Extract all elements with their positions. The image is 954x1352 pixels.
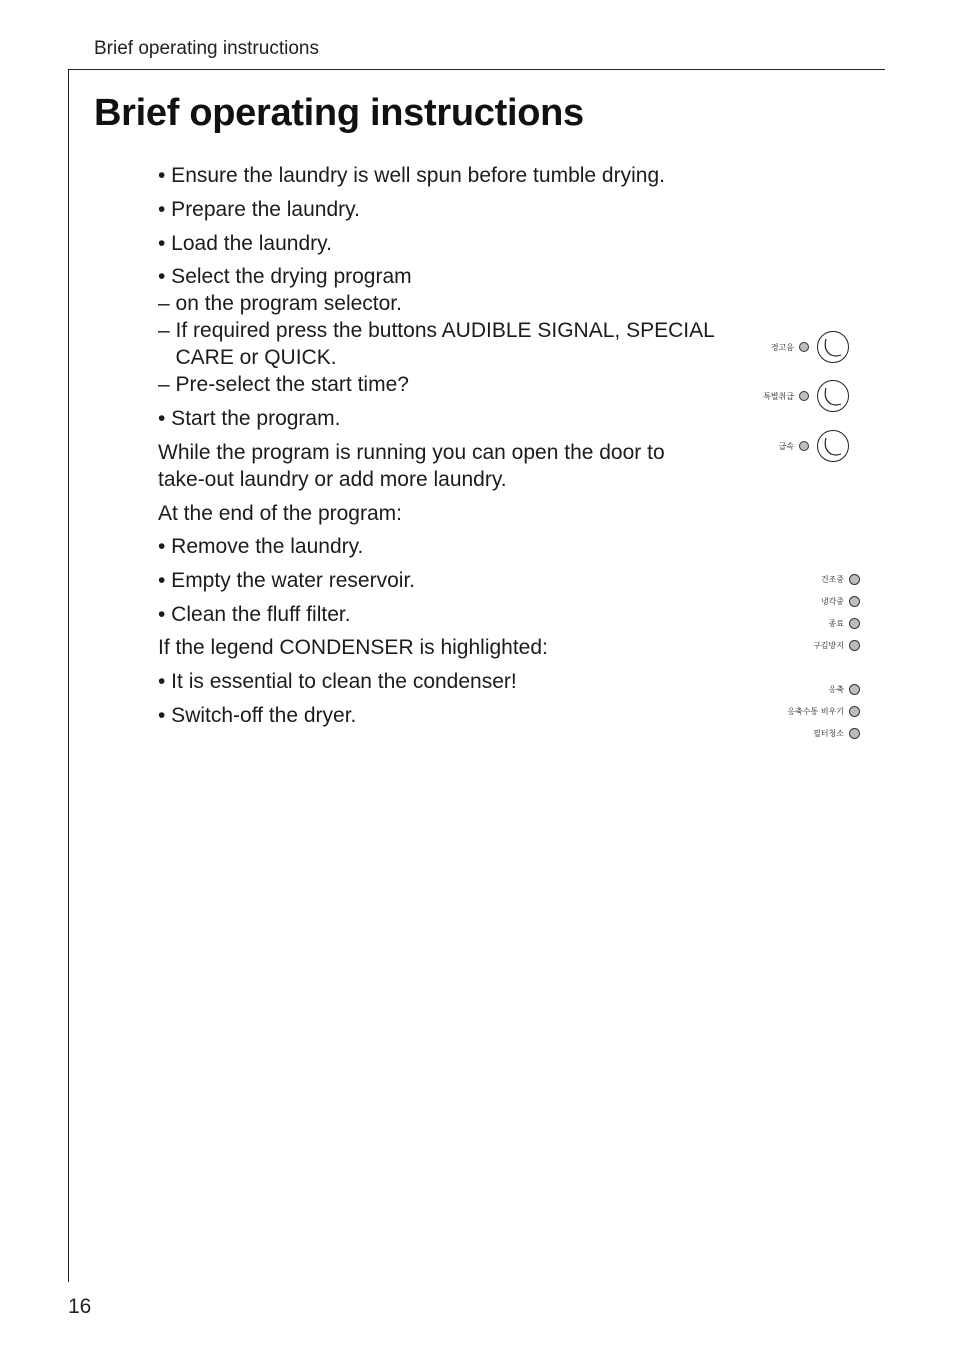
list-item: • Empty the water reservoir. (158, 569, 416, 592)
indicator-label: 응축 (828, 684, 844, 694)
indicator-label: 건조중 (820, 574, 844, 584)
paragraph-line: If the legend CONDENSER is highlighted: (158, 636, 548, 659)
indicator-label: 응축수통 비우기 (787, 706, 844, 716)
list-item: • Load the laundry. (158, 232, 332, 255)
led-icon (799, 342, 809, 352)
page-title: Brief operating instructions (94, 92, 584, 134)
page-number: 16 (68, 1295, 92, 1318)
indicator-label: 냉각중 (820, 596, 844, 606)
indicator-led-icon (849, 640, 860, 651)
button-label: 급속 (778, 441, 794, 451)
list-item: • It is essential to clean the condenser! (158, 670, 517, 693)
round-push-button-icon (817, 430, 849, 462)
indicator-row (750, 682, 860, 696)
list-item: • Clean the fluff filter. (158, 603, 351, 626)
paragraph-line: While the program is running you can open the door to (158, 441, 665, 464)
margin-rule (68, 69, 69, 1282)
button-label: 경고음 (770, 342, 794, 352)
indicator-label: 구김방지 (813, 640, 844, 650)
indicator-label: 필터청소 (813, 728, 844, 738)
option-button-row (730, 379, 849, 413)
indicator-row (750, 572, 860, 586)
indicator-row (750, 704, 860, 718)
indicator-led-icon (849, 728, 860, 739)
round-push-button-icon (817, 331, 849, 363)
list-item: • Remove the laundry. (158, 535, 364, 558)
indicator-led-icon (849, 574, 860, 585)
running-head: Brief operating instructions (94, 38, 319, 59)
indicator-led-icon (849, 684, 860, 695)
list-item: • Prepare the laundry. (158, 198, 360, 221)
list-item: • Switch-off the dryer. (158, 704, 357, 727)
indicator-led-icon (849, 596, 860, 607)
indicator-row (750, 726, 860, 740)
option-button-row (730, 330, 849, 364)
indicator-led-icon (849, 706, 860, 717)
list-item: – on the program selector. (158, 292, 402, 315)
list-item: – If required press the buttons AUDIBLE SIGNAL, SPECIAL (158, 319, 715, 342)
led-icon (799, 391, 809, 401)
indicator-label: 종료 (828, 618, 844, 628)
button-label: 특별취급 (763, 391, 794, 401)
round-push-button-icon (817, 380, 849, 412)
indicator-row (750, 594, 860, 608)
paragraph-line: take-out laundry or add more laundry. (158, 468, 507, 491)
list-item: CARE or QUICK. (158, 346, 337, 369)
header-rule (68, 69, 885, 70)
paragraph-line: At the end of the program: (158, 502, 402, 525)
list-item: • Select the drying program (158, 265, 412, 288)
indicator-led-icon (849, 618, 860, 629)
indicator-row (750, 638, 860, 652)
indicator-row (750, 616, 860, 630)
led-icon (799, 441, 809, 451)
option-button-row (730, 429, 849, 463)
list-item: – Pre-select the start time? (158, 373, 409, 396)
list-item: • Ensure the laundry is well spun before tumble drying. (158, 164, 665, 187)
list-item: • Start the program. (158, 407, 341, 430)
